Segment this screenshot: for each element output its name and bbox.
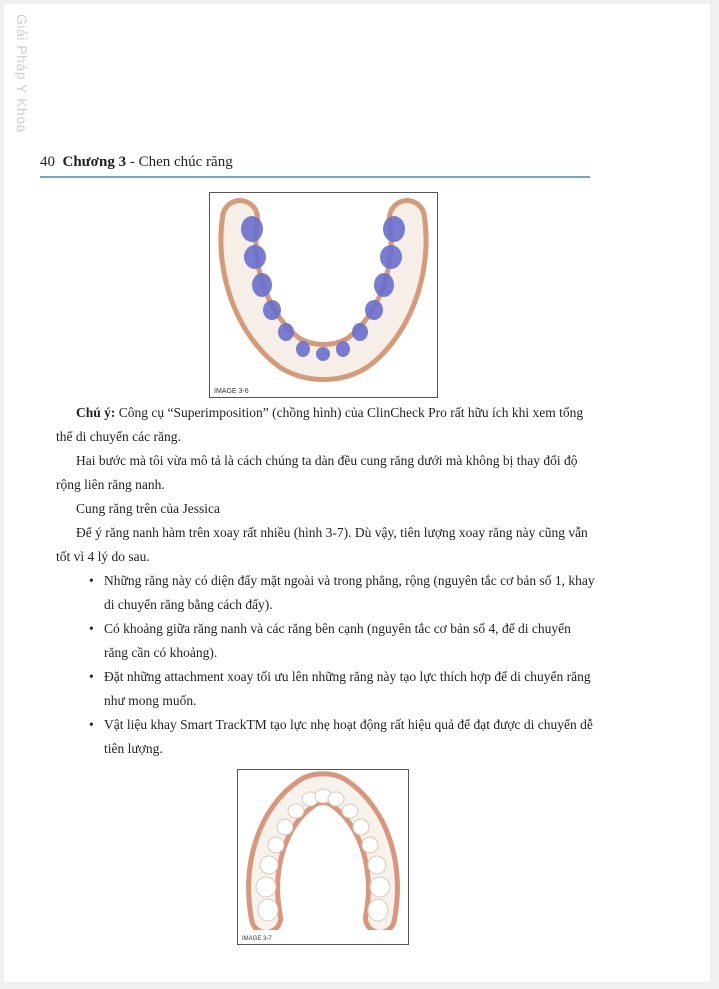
figure-image-3-7: [237, 769, 409, 945]
upper-arch-illustration: [238, 770, 408, 930]
paragraph: Hai bước mà tôi vừa mô tả là cách chúng ta dàn đều cung răng dưới mà không bị thay đổi độ rộng liên răng nanh.: [56, 453, 578, 492]
list-item: • Đặt những attachment xoay tối ưu lên những răng này tạo lực thích hợp để di chuyển răng như mong muốn.: [56, 665, 596, 713]
note-label: Chú ý:: [76, 405, 116, 420]
page-number: 40: [40, 154, 55, 170]
chapter-number: Chương 3: [62, 154, 127, 170]
paragraph: Để ý răng nanh hàm trên xoay rất nhiều (hình 3-7). Dù vậy, tiên lượng xoay răng này cũng vẫn tốt vì 4 lý do sau.: [56, 525, 588, 564]
note-text: Công cụ “Superimposition” (chồng hình) của ClinCheck Pro rất hữu ích khi xem tổng thể di chuyển các răng.: [56, 405, 584, 444]
header-separator: -: [126, 154, 139, 170]
figure-image-3-6: [209, 192, 438, 398]
page-header: [40, 154, 233, 171]
watermark: Giải Pháp Y Khoa: [14, 14, 30, 133]
note-paragraph: [56, 401, 596, 449]
list-item: • Có khoảng giữa răng nanh và các răng bên cạnh (nguyên tắc cơ bản số 4, để di chuyển răng cần có khoảng).: [56, 617, 596, 665]
figure-caption: IMAGE 3-7: [242, 936, 272, 942]
reasons-list: [56, 569, 596, 761]
header-rule: [40, 176, 590, 178]
figure-caption: IMAGE 3-6: [214, 388, 249, 395]
list-item: • Vật liệu khay Smart TrackTM tạo lực nhẹ hoạt động rất hiệu quả để đạt được di chuyển dễ tiên lượng.: [56, 713, 596, 761]
chapter-title: Chen chúc răng: [138, 154, 233, 170]
document-page: [4, 4, 710, 982]
lower-arch-superimposition-illustration: [210, 193, 437, 383]
subheading-paragraph: Cung răng trên của Jessica: [76, 501, 220, 516]
body-text: [56, 401, 596, 761]
list-item: • Những răng này có diện đẩy mặt ngoài và trong phẳng, rộng (nguyên tắc cơ bản số 1, khay di chuyển răng bằng cách đẩy).: [56, 569, 596, 617]
